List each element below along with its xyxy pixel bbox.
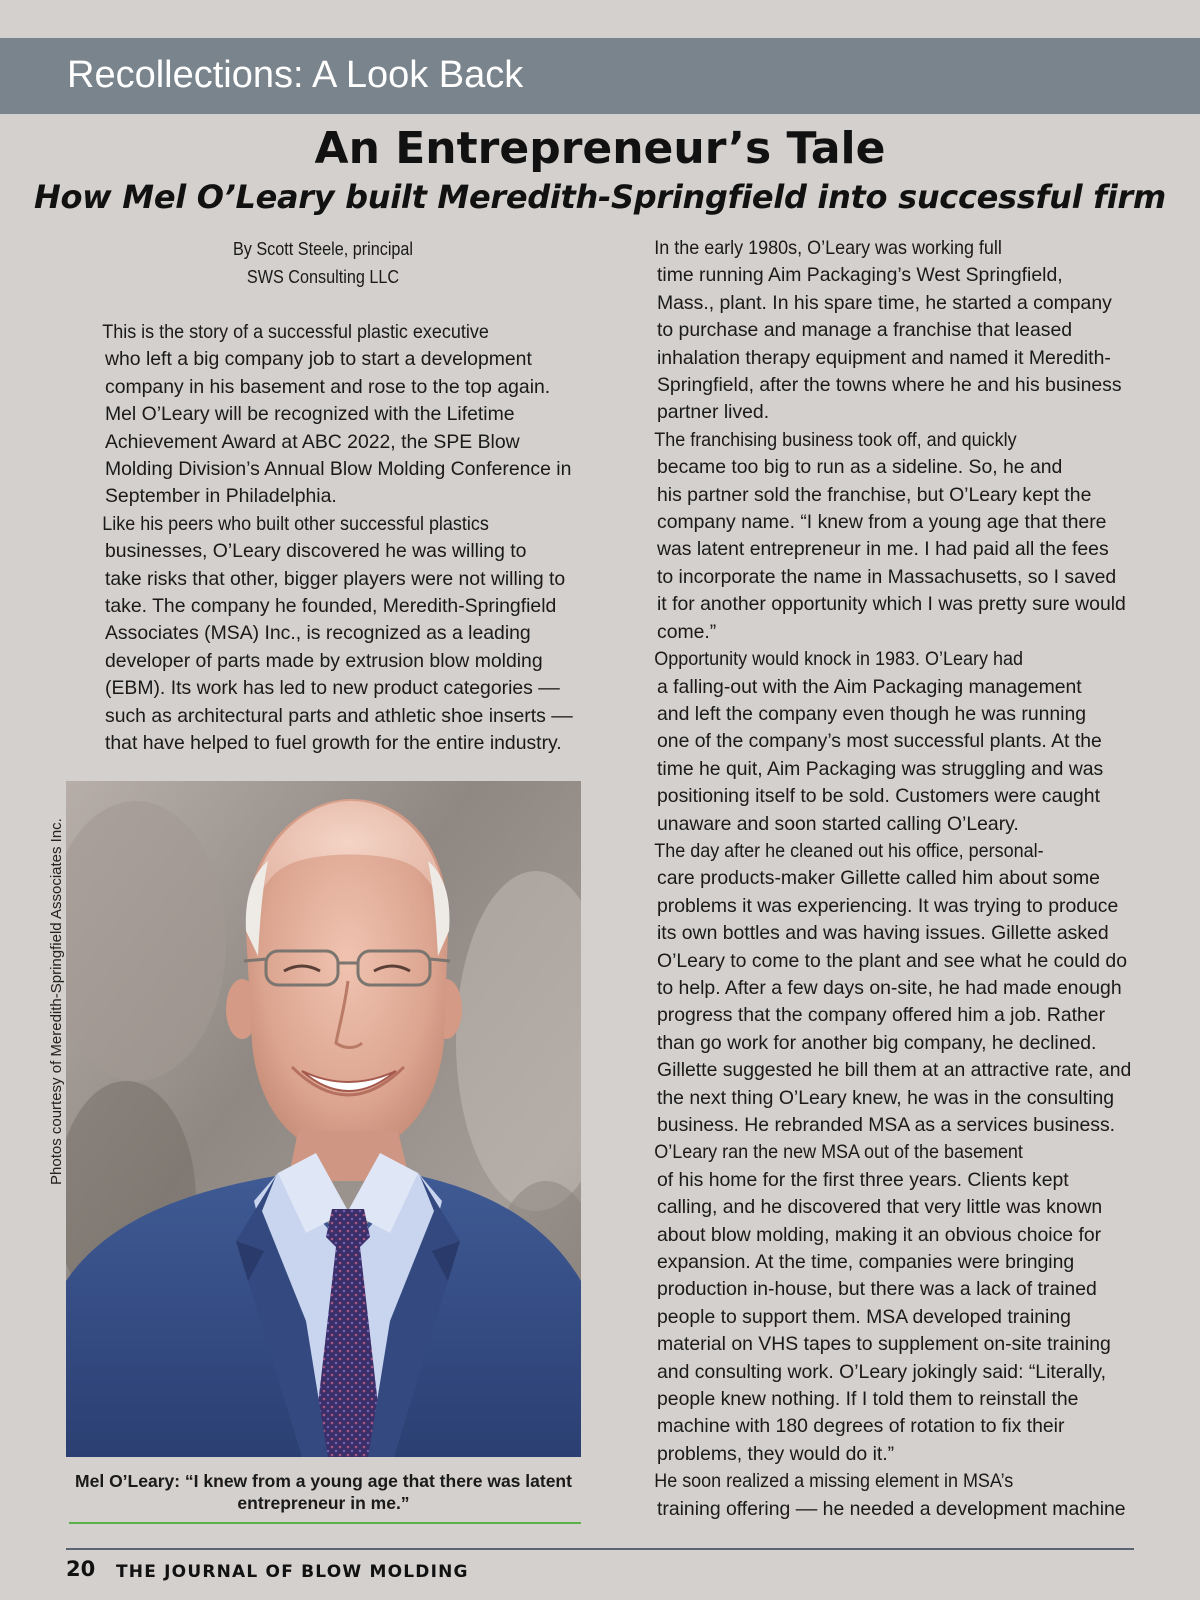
paragraph-line: it for another opportunity which I was pretty sure would [657, 593, 1126, 616]
article-title: An Entrepreneur’s Tale [314, 123, 886, 174]
paragraph-line: its own bottles and was having issues. Gillette asked [657, 922, 1109, 945]
paragraph-line: such as architectural parts and athletic shoe inserts –– [105, 704, 573, 727]
paragraph-line: to purchase and manage a franchise that leased [657, 319, 1073, 342]
paragraph-line: Gillette suggested he bill them at an attractive rate, and [657, 1059, 1132, 1082]
paragraph-line: Associates (MSA) Inc., is recognized as a leading [105, 622, 531, 645]
paragraph-line: problems, they would do it.” [657, 1442, 895, 1465]
footer-divider [66, 1548, 1134, 1550]
paragraph-line: take risks that other, bigger players were not willing to [105, 567, 566, 590]
paragraph-line: Like his peers who built other successful plastics [102, 512, 489, 535]
paragraph-line: Achievement Award at ABC 2022, the SPE Blow [105, 430, 520, 453]
paragraph-line: Springfield, after the towns where he and his business [657, 374, 1122, 397]
paragraph-line: time he quit, Aim Packaging was struggling and was [657, 757, 1104, 780]
paragraph-line: expansion. At the time, companies were bringing [657, 1251, 1075, 1274]
paragraph-line: of his home for the first three years. Clients kept [657, 1168, 1069, 1191]
photo-caption: Mel O’Leary: “I knew from a young age that there was latent entrepreneur in me.” [75, 1471, 572, 1513]
paragraph-line: a falling-out with the Aim Packaging management [657, 675, 1082, 698]
right-column [619, 235, 1139, 1523]
paragraph-line: unaware and soon started calling O’Leary. [657, 812, 1019, 835]
paragraph-line: that have helped to fuel growth for the entire industry. [105, 732, 562, 755]
byline-author: By Scott Steele, principal [232, 239, 414, 259]
paragraph-line: who left a big company job to start a development [105, 348, 532, 371]
paragraph-line: Molding Division’s Annual Blow Molding Conference in [105, 458, 572, 481]
article-paragraph [619, 1139, 1139, 1468]
paragraph-line: to incorporate the name in Massachusetts, so I saved [657, 565, 1117, 588]
paragraph-line: The day after he cleaned out his office, personal- [654, 839, 1044, 862]
paragraph-line: This is the story of a successful plastic executive [102, 321, 489, 343]
paragraph-line: inhalation therapy equipment and named it Meredith- [657, 346, 1111, 369]
paragraph-line: became too big to run as a sideline. So, he and [657, 456, 1063, 479]
paragraph-line: and left the company even though he was running [657, 702, 1087, 725]
portrait-photo [66, 781, 581, 1457]
paragraph-line: O’Leary ran the new MSA out of the basement [654, 1141, 1023, 1164]
paragraph-line: (EBM). Its work has led to new product categories –– [105, 677, 560, 700]
paragraph-line: his partner sold the franchise, but O’Leary kept the [657, 483, 1092, 506]
paragraph-line: The franchising business took off, and quickly [654, 428, 1017, 451]
article-paragraph [619, 427, 1139, 646]
paragraph-line: businesses, O’Leary discovered he was willing to [105, 540, 527, 563]
paragraph-line: and consulting work. O’Leary jokingly said: “Literally, [657, 1360, 1107, 1383]
paragraph-line: come.” [657, 620, 717, 643]
paragraph-line: to help. After a few days on-site, he had made enough [657, 976, 1122, 999]
paragraph-line: business. He rebranded MSA as a services business. [657, 1114, 1116, 1136]
paragraph-line: than go work for another big company, he declined. [657, 1031, 1097, 1054]
paragraph-line: O’Leary to come to the plant and see what he could do [657, 949, 1127, 972]
paragraph-line: was latent entrepreneur in me. I had paid all the fees [657, 538, 1109, 561]
paragraph-line: company in his basement and rose to the top again. [105, 375, 551, 398]
paragraph-line: the next thing O’Leary knew, he was in the consulting [657, 1086, 1115, 1109]
article-paragraph [619, 838, 1139, 1139]
article-paragraph [67, 511, 587, 758]
byline [67, 236, 579, 291]
article-paragraph [619, 646, 1139, 838]
article-paragraph [619, 1468, 1139, 1523]
paragraph-line: material on VHS tapes to supplement on-site training [657, 1333, 1111, 1356]
paragraph-line: Opportunity would knock in 1983. O’Leary had [654, 648, 1023, 671]
byline-org: SWS Consulting LLC [246, 266, 400, 287]
left-column [67, 319, 587, 758]
article-subtitle: How Mel O’Leary built Meredith-Springfield into successful firm [34, 178, 1166, 216]
publication-name: THE JOURNAL OF BLOW MOLDING [116, 1562, 469, 1582]
paragraph-line: September in Philadelphia. [105, 485, 337, 508]
paragraph-line: positioning itself to be sold. Customers were caught [657, 785, 1100, 808]
paragraph-line: take. The company he founded, Meredith-Springfield [105, 595, 557, 618]
paragraph-line: In the early 1980s, O’Leary was working full [654, 237, 1002, 259]
article-paragraph [67, 319, 587, 511]
page-number: 20 [66, 1557, 96, 1581]
paragraph-line: people knew nothing. If I told them to reinstall the [657, 1388, 1079, 1411]
paragraph-line: about blow molding, making it an obvious choice for [657, 1223, 1102, 1246]
paragraph-line: He soon realized a missing element in MSA’s [654, 1470, 1014, 1493]
paragraph-line: production in-house, but there was a lack of trained [657, 1278, 1097, 1301]
paragraph-line: training offering –– he needed a development machine [657, 1497, 1126, 1520]
section-label: Recollections: A Look Back [67, 54, 524, 96]
paragraph-line: care products-maker Gillette called him about some [657, 867, 1100, 890]
paragraph-line: company name. “I knew from a young age that there [657, 511, 1107, 534]
paragraph-line: Mass., plant. In his spare time, he started a company [657, 291, 1112, 314]
paragraph-line: developer of parts made by extrusion blow molding [105, 649, 543, 672]
paragraph-line: progress that the company offered him a job. Rather [657, 1004, 1106, 1027]
paragraph-line: time running Aim Packaging’s West Springfield, [657, 264, 1063, 287]
paragraph-line: calling, and he discovered that very little was known [657, 1196, 1103, 1219]
paragraph-line: partner lived. [657, 401, 770, 424]
caption-divider [69, 1522, 581, 1524]
paragraph-line: machine with 180 degrees of rotation to fix their [657, 1415, 1065, 1438]
paragraph-line: one of the company’s most successful plants. At the [657, 730, 1102, 753]
section-band [0, 38, 1200, 114]
article-paragraph [619, 235, 1139, 427]
paragraph-line: people to support them. MSA developed training [657, 1305, 1071, 1328]
paragraph-line: problems it was experiencing. It was trying to produce [657, 894, 1119, 917]
paragraph-line: Mel O’Leary will be recognized with the Lifetime [105, 403, 515, 426]
